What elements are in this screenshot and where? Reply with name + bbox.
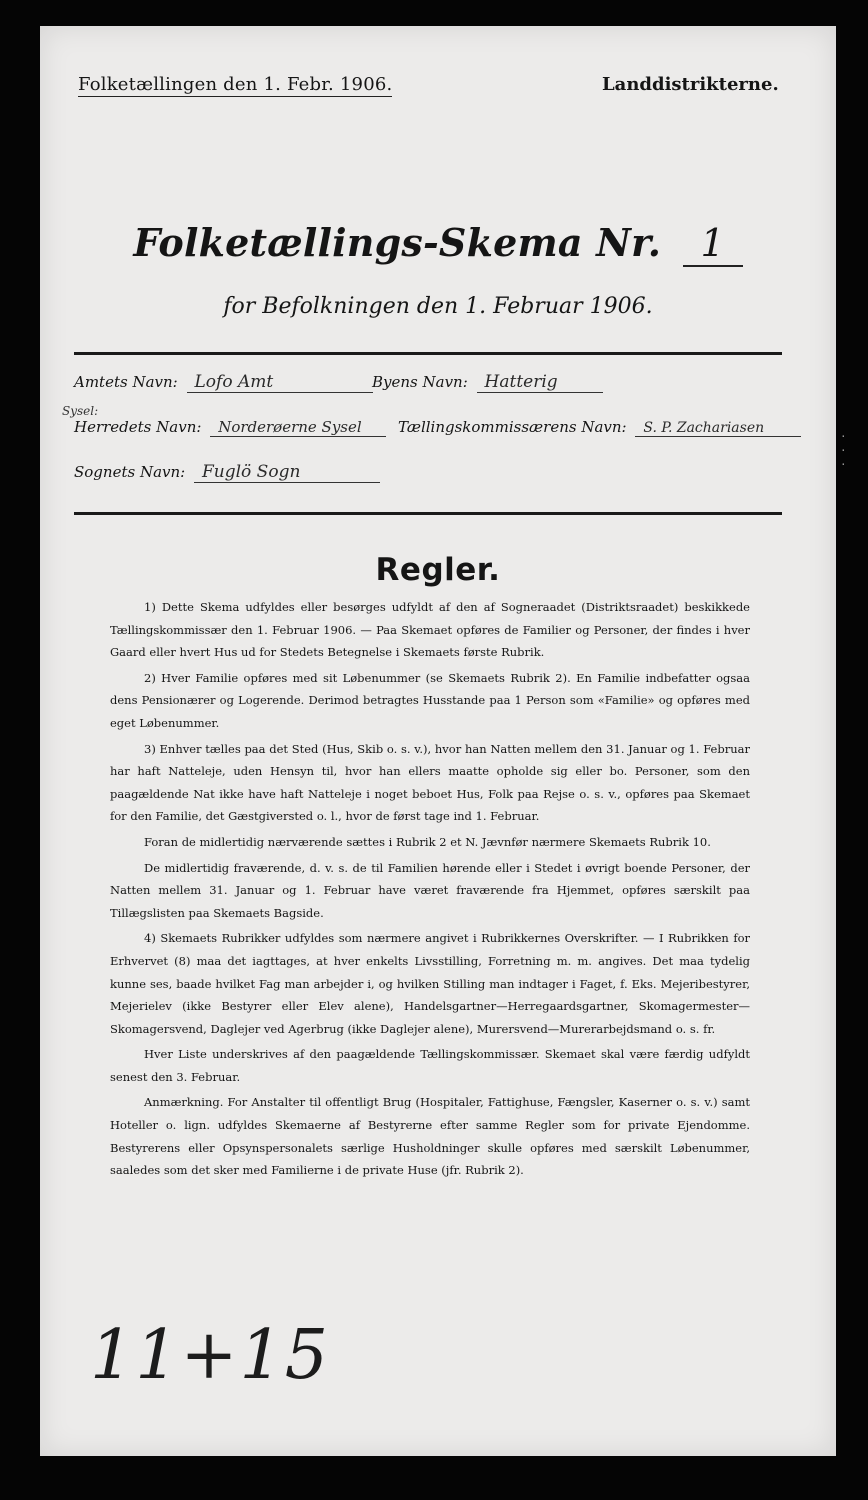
amt-field xyxy=(74,372,373,393)
rules-body xyxy=(110,596,750,1185)
rule-paragraph: Hver Liste underskrives af den paagældende Tællingskommissær. Skemaet skal være færdig udfyldt senest den 3. Februar. xyxy=(110,1047,750,1084)
rule-paragraph: De midlertidig fraværende, d. v. s. de til Familien hørende eller i Stedet i øvrigt boende Personer, der Natten mellem 31. Januar og 1. Februar have været fraværende fra Hjemmet, opføres særskilt paa Tillægslisten paa Skemaets Bagside. xyxy=(110,860,750,920)
rule-paragraph: 3) Enhver tælles paa det Sted (Hus, Skib o. s. v.), hvor han Natten mellem den 31. Januar og 1. Februar har haft Natteleje, uden Hensyn til, hvor han ellers maatte opholde sig eller bo. Personer, som den paagældende Nat ikke have haft Natteleje i noget beboet Hus, Folk paa Rejse o. s. v., opføres paa Skemaet for den Familie, det Gæstgiversted o. l., hvor de først tage ind 1. Februar. xyxy=(110,741,750,824)
census-date-header: Folketællingen den 1. Febr. 1906. xyxy=(78,74,393,95)
handwritten-tally: 11+15 xyxy=(90,1316,331,1395)
rules-heading: Regler. xyxy=(375,552,501,588)
herred-pen-note: Sysel: xyxy=(62,404,99,418)
by-value: Hatterig xyxy=(477,372,603,393)
rule-paragraph: 2) Hver Familie opføres med sit Løbenummer (se Skemaets Rubrik 2). En Familie indbefatter ogsaa dens Pensionærer og Logerende. Derimod betragtes Husstande paa 1 Person som «Familie» og opføres med eget Løbenummer. xyxy=(110,670,750,730)
form-title xyxy=(40,220,836,267)
kommissaer-label: Tællingskommissærens Navn: xyxy=(398,418,627,436)
kommissaer-field xyxy=(398,418,801,437)
rule-paragraph: 4) Skemaets Rubrikker udfyldes som nærmere angivet i Rubrikkernes Overskrifter. — I Rubrikken for Erhvervet (8) maa det iagttages, at hver enkelts Livsstilling, Forretning m. m. angives. Det maa tydelig kunne ses, baade hvilket Fag man arbejder i, og hvilken Stilling man indtager i Faget, f. Eks. Mejeribestyrer, Mejerielev (ikke Bestyrer eller Elev alene), Handelsgartner—Herregaardsgartner, Skomagermester—Skomagersvend, Daglejer ved Agerbrug (ikke Daglejer alene), Murersvend—Murerarbejdsmand o. s. fr. xyxy=(110,931,750,1036)
sogn-field xyxy=(74,462,380,483)
herred-field xyxy=(74,418,386,437)
rule-paragraph: Anmærkning. For Anstalter til offentligt Brug (Hospitaler, Fattighuse, Fængsler, Kaserner o. s. v.) samt Hoteller o. lign. udfyldes Skemaerne af Bestyrerne efter samme Regler som for private Ejendomme. Bestyrerens eller Opsynspersonalets særlige Husholdninger skulle opføres med særskilt Løbenummer, saaledes som det sker med Familierne i de private Huse (jfr. Rubrik 2). xyxy=(110,1095,750,1178)
census-form-page xyxy=(40,26,847,1456)
amt-label: Amtets Navn: xyxy=(74,373,178,391)
by-label: Byens Navn: xyxy=(372,373,468,391)
amt-value: Lofo Amt xyxy=(187,372,373,393)
form-title-text: Folketællings-Skema Nr. xyxy=(133,220,662,265)
rule-paragraph: Foran de midlertidig nærværende sættes i Rubrik 2 et N. Jævnfør nærmere Skemaets Rubrik 10. xyxy=(144,834,711,849)
herred-label: Herredets Navn: xyxy=(74,418,202,436)
edge-pencil-marks: · · · xyxy=(840,430,847,471)
bottom-divider xyxy=(74,512,782,515)
form-subtitle: for Befolkningen den 1. Februar 1906. xyxy=(223,294,653,319)
sogn-value: Fuglö Sogn xyxy=(194,462,380,483)
top-divider xyxy=(74,352,782,355)
district-type-header: Landdistrikterne. xyxy=(602,74,779,95)
sogn-label: Sognets Navn: xyxy=(74,463,186,481)
rule-paragraph: 1) Dette Skema udfyldes eller besørges udfyldt af den af Sogneraadet (Distriktsraadet) beskikkede Tællingskommissær den 1. Februar 1906. — Paa Skemaet opføres de Familier og Personer, der findes i hver Gaard eller hvert Hus ud for Stedets Betegnelse i Skemaets første Rubrik. xyxy=(110,600,750,660)
by-field xyxy=(372,372,603,393)
form-number: 1 xyxy=(683,221,743,267)
herred-value: Norderøerne Sysel xyxy=(210,418,386,437)
kommissaer-value: S. P. Zachariasen xyxy=(635,420,801,437)
